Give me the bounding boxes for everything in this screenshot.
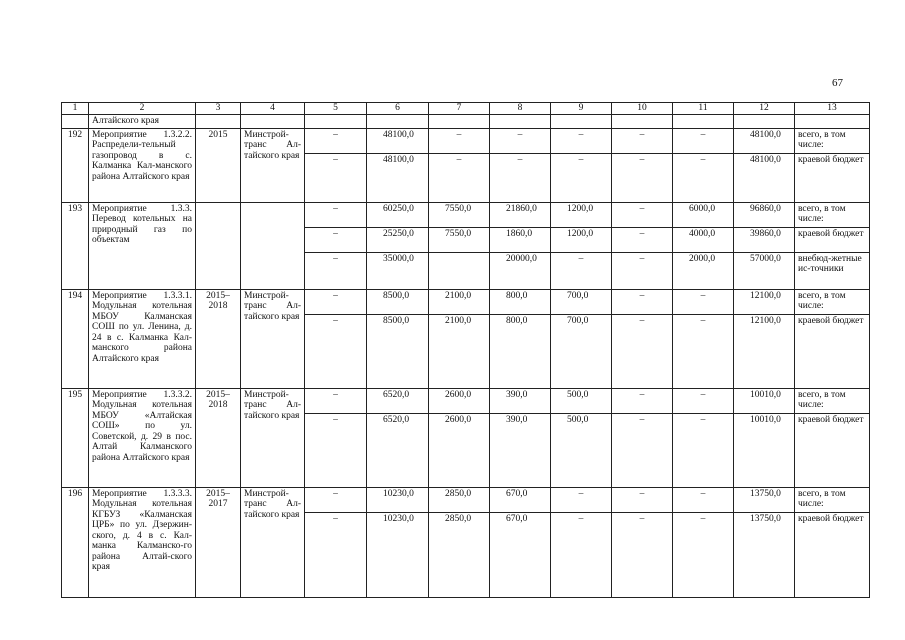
continuation-cell xyxy=(429,115,490,129)
table-row xyxy=(62,487,870,512)
value-cell-c6: 35000,0 xyxy=(367,252,429,289)
value-cell-c13: краевой бюджет xyxy=(795,153,870,202)
value-cell-c7: 2100,0 xyxy=(429,314,490,388)
value-cell-c10: – xyxy=(612,388,673,413)
value-cell-c10: – xyxy=(612,252,673,289)
value-cell-c6: 10230,0 xyxy=(367,487,429,512)
value-cell-c10: – xyxy=(612,202,673,227)
continuation-cell xyxy=(241,115,305,129)
value-cell-c9: – xyxy=(551,128,612,153)
value-cell-c9: – xyxy=(551,512,612,597)
value-cell-c12: 13750,0 xyxy=(734,512,795,597)
value-cell-c9: – xyxy=(551,252,612,289)
value-cell-c12: 48100,0 xyxy=(734,128,795,153)
value-cell-c10: – xyxy=(612,153,673,202)
value-cell-c5: – xyxy=(305,202,367,227)
column-header-13: 13 xyxy=(795,103,870,115)
value-cell-c12: 10010,0 xyxy=(734,413,795,487)
column-header-6: 6 xyxy=(367,103,429,115)
row-number: 195 xyxy=(62,388,89,487)
value-cell-c9: 700,0 xyxy=(551,314,612,388)
value-cell-c8: 1860,0 xyxy=(490,227,551,252)
implementation-years: 2015–2018 xyxy=(196,388,241,487)
value-cell-c12: 57000,0 xyxy=(734,252,795,289)
value-cell-c12: 39860,0 xyxy=(734,227,795,252)
continuation-cell xyxy=(490,115,551,129)
value-cell-c7: 2600,0 xyxy=(429,388,490,413)
measure-name: Мероприятие 1.3.3.2. Модульная котельная МБОУ «Алтайская СОШ» по ул. Советской, д. 29 в пос. Алтай Калманского района Алтайского края xyxy=(89,388,196,487)
measure-name: Мероприятие 1.3.3.1. Модульная котельная МБОУ Калманская СОШ по ул. Ленина, д. 24 в с. Калманка Кал-манского района Алтайского края xyxy=(89,289,196,388)
value-cell-c12: 48100,0 xyxy=(734,153,795,202)
value-cell-c13: краевой бюджет xyxy=(795,512,870,597)
column-header-9: 9 xyxy=(551,103,612,115)
continuation-cell xyxy=(795,115,870,129)
value-cell-c5: – xyxy=(305,388,367,413)
table-body xyxy=(62,103,870,598)
column-header-12: 12 xyxy=(734,103,795,115)
row-number: 196 xyxy=(62,487,89,597)
budget-table xyxy=(61,102,870,598)
row-number: 193 xyxy=(62,202,89,289)
value-cell-c11: 6000,0 xyxy=(673,202,734,227)
table-row xyxy=(62,289,870,314)
value-cell-c5: – xyxy=(305,289,367,314)
value-cell-c12: 96860,0 xyxy=(734,202,795,227)
continuation-cell xyxy=(196,115,241,129)
value-cell-c5: – xyxy=(305,512,367,597)
value-cell-c13: краевой бюджет xyxy=(795,227,870,252)
page-number: 67 xyxy=(832,77,843,89)
continuation-cell xyxy=(673,115,734,129)
value-cell-c6: 6520,0 xyxy=(367,388,429,413)
value-cell-c13: краевой бюджет xyxy=(795,413,870,487)
value-cell-c11: – xyxy=(673,487,734,512)
value-cell-c9: – xyxy=(551,487,612,512)
value-cell-c6: 8500,0 xyxy=(367,314,429,388)
implementation-years: 2015–2017 xyxy=(196,487,241,597)
column-header-3: 3 xyxy=(196,103,241,115)
value-cell-c6: 10230,0 xyxy=(367,512,429,597)
executor: Минстрой-транс Ал-тайского края xyxy=(241,388,305,487)
table-row xyxy=(62,388,870,413)
continuation-row xyxy=(62,115,870,129)
continuation-cell xyxy=(367,115,429,129)
value-cell-c11: 2000,0 xyxy=(673,252,734,289)
value-cell-c10: – xyxy=(612,413,673,487)
value-cell-c8: 20000,0 xyxy=(490,252,551,289)
value-cell-c8: 390,0 xyxy=(490,388,551,413)
value-cell-c13: всего, в том числе: xyxy=(795,388,870,413)
value-cell-c11: – xyxy=(673,388,734,413)
value-cell-c9: 500,0 xyxy=(551,388,612,413)
value-cell-c7: 7550,0 xyxy=(429,227,490,252)
row-number: 194 xyxy=(62,289,89,388)
implementation-years xyxy=(196,202,241,289)
column-header-5: 5 xyxy=(305,103,367,115)
column-header-8: 8 xyxy=(490,103,551,115)
row-number: 192 xyxy=(62,128,89,202)
value-cell-c11: – xyxy=(673,512,734,597)
value-cell-c8: 800,0 xyxy=(490,289,551,314)
column-header-1: 1 xyxy=(62,103,89,115)
executor: Минстрой-транс Ал-тайского края xyxy=(241,289,305,388)
value-cell-c11: – xyxy=(673,153,734,202)
header-row xyxy=(62,103,870,115)
column-header-10: 10 xyxy=(612,103,673,115)
continuation-text: Алтайского края xyxy=(89,115,196,129)
value-cell-c10: – xyxy=(612,487,673,512)
value-cell-c12: 13750,0 xyxy=(734,487,795,512)
value-cell-c5: – xyxy=(305,413,367,487)
value-cell-c7: – xyxy=(429,128,490,153)
value-cell-c8: 390,0 xyxy=(490,413,551,487)
value-cell-c6: 6520,0 xyxy=(367,413,429,487)
continuation-cell xyxy=(734,115,795,129)
value-cell-c6: 60250,0 xyxy=(367,202,429,227)
value-cell-c6: 25250,0 xyxy=(367,227,429,252)
value-cell-c7 xyxy=(429,252,490,289)
measure-name: Мероприятие 1.3.3. Перевод котельных на природный газ по объектам xyxy=(89,202,196,289)
value-cell-c8: 800,0 xyxy=(490,314,551,388)
value-cell-c5: – xyxy=(305,227,367,252)
value-cell-c11: – xyxy=(673,413,734,487)
value-cell-c7: 2850,0 xyxy=(429,487,490,512)
value-cell-c10: – xyxy=(612,227,673,252)
value-cell-c10: – xyxy=(612,512,673,597)
value-cell-c5: – xyxy=(305,153,367,202)
value-cell-c5: – xyxy=(305,252,367,289)
value-cell-c5: – xyxy=(305,487,367,512)
executor xyxy=(241,202,305,289)
value-cell-c8: 670,0 xyxy=(490,512,551,597)
value-cell-c8: – xyxy=(490,128,551,153)
implementation-years: 2015 xyxy=(196,128,241,202)
value-cell-c8: 21860,0 xyxy=(490,202,551,227)
value-cell-c8: 670,0 xyxy=(490,487,551,512)
implementation-years: 2015–2018 xyxy=(196,289,241,388)
value-cell-c7: 2100,0 xyxy=(429,289,490,314)
value-cell-c10: – xyxy=(612,128,673,153)
value-cell-c10: – xyxy=(612,314,673,388)
value-cell-c13: всего, в том числе: xyxy=(795,487,870,512)
continuation-cell xyxy=(305,115,367,129)
value-cell-c13: внебюд-жетные ис-точники xyxy=(795,252,870,289)
value-cell-c9: – xyxy=(551,153,612,202)
measure-name: Мероприятие 1.3.2.2. Распредели-тельный газопровод в с. Калманка Кал-манского района Алтайского края xyxy=(89,128,196,202)
column-header-7: 7 xyxy=(429,103,490,115)
continuation-cell xyxy=(551,115,612,129)
value-cell-c11: – xyxy=(673,289,734,314)
table-row xyxy=(62,128,870,153)
value-cell-c9: 1200,0 xyxy=(551,227,612,252)
value-cell-c12: 12100,0 xyxy=(734,289,795,314)
continuation-cell xyxy=(612,115,673,129)
column-header-2: 2 xyxy=(89,103,196,115)
value-cell-c10: – xyxy=(612,289,673,314)
value-cell-c11: – xyxy=(673,128,734,153)
value-cell-c9: 700,0 xyxy=(551,289,612,314)
value-cell-c13: краевой бюджет xyxy=(795,314,870,388)
value-cell-c13: всего, в том числе: xyxy=(795,202,870,227)
value-cell-c8: – xyxy=(490,153,551,202)
column-header-11: 11 xyxy=(673,103,734,115)
value-cell-c9: 1200,0 xyxy=(551,202,612,227)
value-cell-c7: 7550,0 xyxy=(429,202,490,227)
value-cell-c11: – xyxy=(673,314,734,388)
executor: Минстрой-транс Ал-тайского края xyxy=(241,128,305,202)
value-cell-c7: – xyxy=(429,153,490,202)
value-cell-c7: 2850,0 xyxy=(429,512,490,597)
continuation-cell xyxy=(62,115,89,129)
value-cell-c12: 12100,0 xyxy=(734,314,795,388)
value-cell-c11: 4000,0 xyxy=(673,227,734,252)
value-cell-c9: 500,0 xyxy=(551,413,612,487)
value-cell-c7: 2600,0 xyxy=(429,413,490,487)
value-cell-c5: – xyxy=(305,128,367,153)
value-cell-c13: всего, в том числе: xyxy=(795,128,870,153)
value-cell-c5: – xyxy=(305,314,367,388)
column-header-4: 4 xyxy=(241,103,305,115)
measure-name: Мероприятие 1.3.3.3. Модульная котельная КГБУЗ «Калманская ЦРБ» по ул. Дзержин-ского, д. 4 в с. Кал-манка Калманско-го района Алтай-ского края xyxy=(89,487,196,597)
table-row xyxy=(62,202,870,227)
value-cell-c12: 10010,0 xyxy=(734,388,795,413)
value-cell-c6: 48100,0 xyxy=(367,128,429,153)
value-cell-c13: всего, в том числе: xyxy=(795,289,870,314)
executor: Минстрой-транс Ал-тайского края xyxy=(241,487,305,597)
value-cell-c6: 48100,0 xyxy=(367,153,429,202)
value-cell-c6: 8500,0 xyxy=(367,289,429,314)
